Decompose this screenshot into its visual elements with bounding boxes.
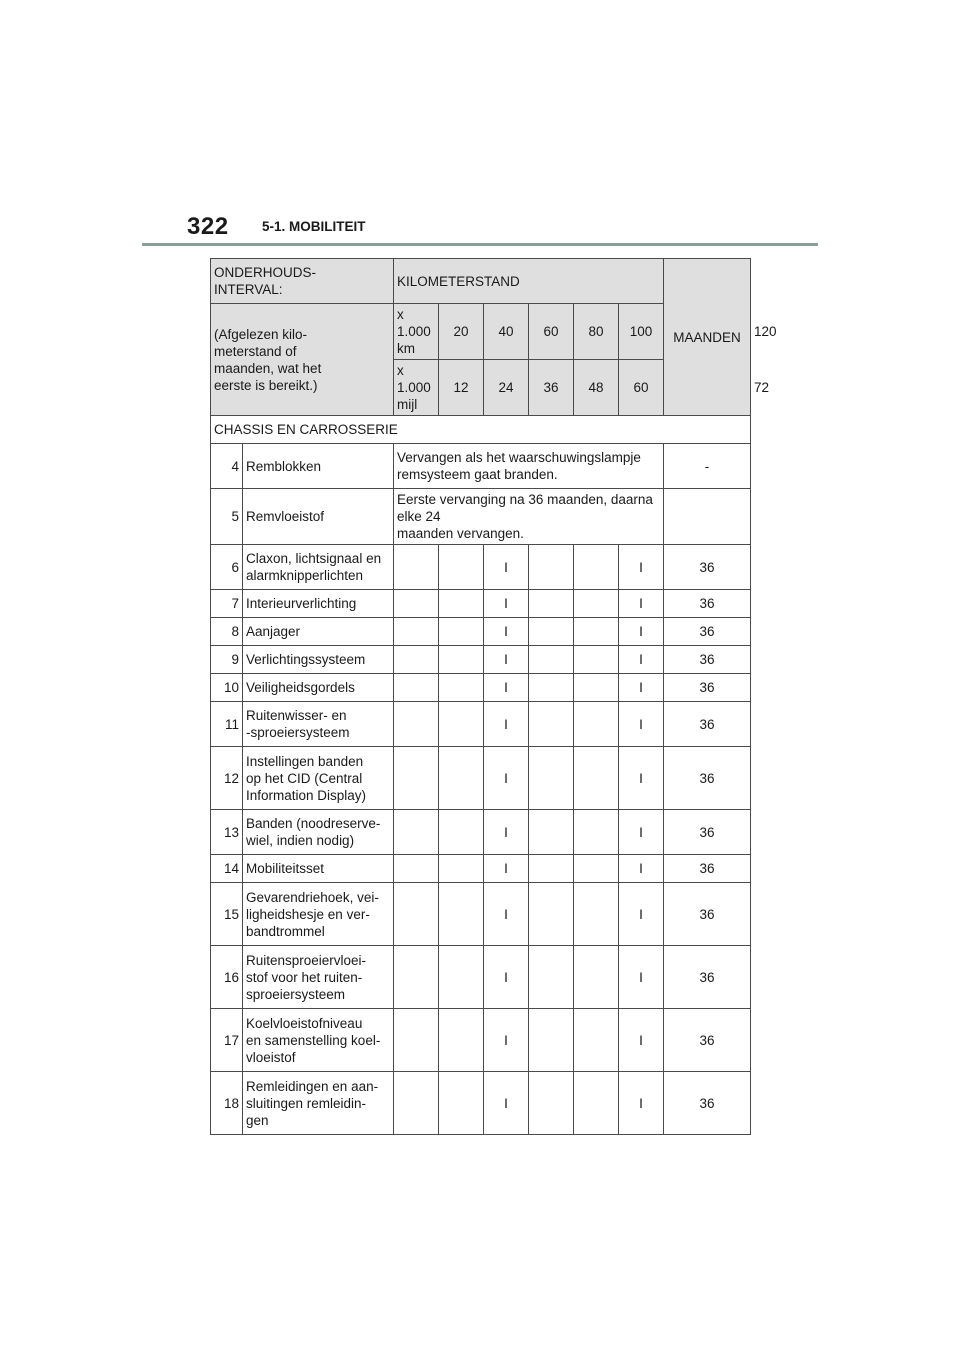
table-row — [211, 855, 751, 883]
row-number: 4 — [211, 444, 243, 489]
cell-20k — [394, 1072, 439, 1135]
row-months: 36 — [664, 674, 751, 702]
row-months: 36 — [664, 1072, 751, 1135]
table-row — [211, 702, 751, 747]
cell-60k: I — [484, 946, 529, 1009]
cell-20k — [394, 810, 439, 855]
cell-80k — [529, 1072, 574, 1135]
cell-100k — [574, 855, 619, 883]
cell-60k: I — [484, 646, 529, 674]
cell-120k: I — [619, 702, 664, 747]
km-value: 80 — [574, 304, 619, 360]
row-item-name: Banden (noodreserve- wiel, indien nodig) — [243, 810, 394, 855]
row-item-name: Ruitensproeiervloei- stof voor het ruiten- sproeiersysteem — [243, 946, 394, 1009]
cell-20k — [394, 674, 439, 702]
cell-120k: I — [619, 946, 664, 1009]
cell-120k: I — [619, 810, 664, 855]
row-item-name: Veiligheidsgordels — [243, 674, 394, 702]
months-header: MAANDEN — [664, 259, 751, 416]
km-header: KILOMETERSTAND — [394, 259, 664, 304]
mile-value: 60 — [619, 360, 664, 416]
cell-40k — [439, 1072, 484, 1135]
cell-20k — [394, 590, 439, 618]
cell-100k — [574, 1009, 619, 1072]
row-item-name: Aanjager — [243, 618, 394, 646]
cell-40k — [439, 1009, 484, 1072]
km-value: 40 — [484, 304, 529, 360]
cell-80k — [529, 702, 574, 747]
km-value: 20 — [439, 304, 484, 360]
row-number: 17 — [211, 1009, 243, 1072]
cell-60k: I — [484, 883, 529, 946]
row-months: - — [664, 444, 751, 489]
cell-40k — [439, 747, 484, 810]
cell-40k — [439, 855, 484, 883]
row-item-name: Remleidingen en aan- sluitingen remleidin- gen — [243, 1072, 394, 1135]
row-number: 6 — [211, 545, 243, 590]
cell-60k: I — [484, 618, 529, 646]
row-months: 36 — [664, 810, 751, 855]
reading-note: (Afgelezen kilo- meterstand of maanden, wat het eerste is bereikt.) — [211, 304, 394, 416]
header-divider — [142, 243, 818, 246]
row-item-name: Mobiliteitsset — [243, 855, 394, 883]
cell-120k: I — [619, 1072, 664, 1135]
row-number: 15 — [211, 883, 243, 946]
row-item-name: Interieurverlichting — [243, 590, 394, 618]
cell-80k — [529, 590, 574, 618]
cell-60k: I — [484, 702, 529, 747]
cell-20k — [394, 646, 439, 674]
cell-80k — [529, 747, 574, 810]
table-row — [211, 1072, 751, 1135]
row-months: 36 — [664, 747, 751, 810]
cell-120k: I — [619, 855, 664, 883]
row-note: Vervangen als het waarschuwingslampje remsysteem gaat branden. — [394, 444, 664, 489]
cell-120k: I — [619, 618, 664, 646]
row-item-name: Remvloeistof — [243, 489, 394, 545]
cell-20k — [394, 883, 439, 946]
row-months: 36 — [664, 883, 751, 946]
section-title: 5-1. MOBILITEIT — [262, 219, 366, 234]
row-number: 18 — [211, 1072, 243, 1135]
cell-60k: I — [484, 1072, 529, 1135]
km-value: 100 — [619, 304, 664, 360]
row-months: 36 — [664, 646, 751, 674]
row-item-name: Remblokken — [243, 444, 394, 489]
table-row — [211, 646, 751, 674]
row-item-name: Ruitenwisser- en -sproeiersysteem — [243, 702, 394, 747]
cell-120k: I — [619, 883, 664, 946]
row-item-name: Instellingen banden op het CID (Central Information Display) — [243, 747, 394, 810]
section-row-chassis: CHASSIS EN CARROSSERIE — [211, 416, 751, 444]
table-row — [211, 810, 751, 855]
cell-100k — [574, 545, 619, 590]
mile-value: 36 — [529, 360, 574, 416]
cell-60k: I — [484, 747, 529, 810]
cell-120k: I — [619, 1009, 664, 1072]
page-number: 322 — [187, 213, 229, 240]
row-number: 10 — [211, 674, 243, 702]
table-row — [211, 674, 751, 702]
cell-60k: I — [484, 590, 529, 618]
row-number: 9 — [211, 646, 243, 674]
row-number: 16 — [211, 946, 243, 1009]
row-months: 36 — [664, 545, 751, 590]
cell-20k — [394, 618, 439, 646]
km-unit-label: x 1.000 km — [394, 304, 439, 360]
row-number: 13 — [211, 810, 243, 855]
cell-60k: I — [484, 855, 529, 883]
cell-100k — [574, 674, 619, 702]
cell-20k — [394, 1009, 439, 1072]
mile-unit-label: x 1.000 mijl — [394, 360, 439, 416]
row-number: 7 — [211, 590, 243, 618]
row-months: 36 — [664, 618, 751, 646]
row-months: 36 — [664, 946, 751, 1009]
cell-80k — [529, 618, 574, 646]
cell-100k — [574, 883, 619, 946]
cell-20k — [394, 855, 439, 883]
table-row — [211, 489, 751, 545]
cell-20k — [394, 946, 439, 1009]
cell-80k — [529, 883, 574, 946]
km-value: 60 — [529, 304, 574, 360]
row-number: 12 — [211, 747, 243, 810]
row-months: 36 — [664, 1009, 751, 1072]
mile-value: 24 — [484, 360, 529, 416]
table-row — [211, 590, 751, 618]
mile-value: 12 — [439, 360, 484, 416]
cell-40k — [439, 702, 484, 747]
interval-header: ONDERHOUDS- INTERVAL: — [211, 259, 394, 304]
row-months — [664, 489, 751, 545]
row-months: 36 — [664, 855, 751, 883]
cell-80k — [529, 545, 574, 590]
cell-100k — [574, 810, 619, 855]
row-item-name: Koelvloeistofniveau en samenstelling koel- vloeistof — [243, 1009, 394, 1072]
cell-100k — [574, 747, 619, 810]
row-months: 36 — [664, 702, 751, 747]
cell-40k — [439, 674, 484, 702]
row-item-name: Verlichtingssysteem — [243, 646, 394, 674]
cell-20k — [394, 747, 439, 810]
cell-100k — [574, 590, 619, 618]
table-row — [211, 946, 751, 1009]
cell-20k — [394, 545, 439, 590]
cell-120k: I — [619, 747, 664, 810]
cell-120k: I — [619, 674, 664, 702]
row-note: Eerste vervanging na 36 maanden, daarna elke 24 maanden vervangen. — [394, 489, 664, 545]
maintenance-schedule-table: ONDERHOUDS- INTERVAL: KILOMETERSTAND MAANDEN (Afgelezen kilo- meterstand of maanden, wat het eerste is bereikt.) x 1.000 km 20 40 60 80 100 120 x 1.000 mijl 12 24 36 48 60 72 CHASSIS EN CARROSSERIE 4 Remblokken Vervangen als het waarschuwingslampje remsysteem gaat branden. - 5 Remvloeistof Eerste vervanging na 36 maanden, daarna elke 24 maanden vervangen. 6 Claxon, lichtsignaal en alarmknipperlichten I I 36 7 Interieurverlichting I I 36 8 Aanjager I I 36 9 Verlichtingssysteem I I 36 10 Veiligheidsgordels I I 36 11 Ruitenwisser- en -sproeiersysteem I I 36 12 Instellingen banden op het CID (Central Information Display) I I 36 13 Banden (noodreserve- wiel, indien nodig) I I 36 14 Mobiliteitsset I I 36 15 Gevarendriehoek, vei- ligheidshesje en ver- bandtrommel I I 36 16 Ruitensproeiervloei- stof voor het ruiten- sproeiersysteem I I 36 17 Koelvloeistofniveau en samenstelling koel- vloeistof I I 36 18 Remleidingen en aan- sluitingen remleidin- gen I I 36 — [210, 258, 751, 1135]
cell-100k — [574, 702, 619, 747]
cell-40k — [439, 646, 484, 674]
cell-80k — [529, 855, 574, 883]
table-row — [211, 1009, 751, 1072]
row-number: 11 — [211, 702, 243, 747]
row-item-name: Claxon, lichtsignaal en alarmknipperlichten — [243, 545, 394, 590]
row-months: 36 — [664, 590, 751, 618]
row-number: 8 — [211, 618, 243, 646]
table-row — [211, 444, 751, 489]
cell-40k — [439, 590, 484, 618]
cell-120k: I — [619, 590, 664, 618]
cell-100k — [574, 1072, 619, 1135]
cell-120k: I — [619, 646, 664, 674]
cell-100k — [574, 946, 619, 1009]
cell-40k — [439, 618, 484, 646]
cell-40k — [439, 810, 484, 855]
cell-100k — [574, 618, 619, 646]
cell-80k — [529, 674, 574, 702]
cell-60k: I — [484, 674, 529, 702]
row-number: 14 — [211, 855, 243, 883]
table-row — [211, 545, 751, 590]
cell-80k — [529, 810, 574, 855]
cell-80k — [529, 946, 574, 1009]
cell-80k — [529, 1009, 574, 1072]
mile-value: 48 — [574, 360, 619, 416]
row-number: 5 — [211, 489, 243, 545]
table-row — [211, 618, 751, 646]
cell-60k: I — [484, 810, 529, 855]
row-item-name: Gevarendriehoek, vei- ligheidshesje en ver- bandtrommel — [243, 883, 394, 946]
cell-40k — [439, 883, 484, 946]
table-row — [211, 747, 751, 810]
cell-100k — [574, 646, 619, 674]
cell-80k — [529, 646, 574, 674]
cell-120k: I — [619, 545, 664, 590]
cell-40k — [439, 946, 484, 1009]
cell-40k — [439, 545, 484, 590]
cell-20k — [394, 702, 439, 747]
cell-60k: I — [484, 1009, 529, 1072]
table-row — [211, 883, 751, 946]
cell-60k: I — [484, 545, 529, 590]
